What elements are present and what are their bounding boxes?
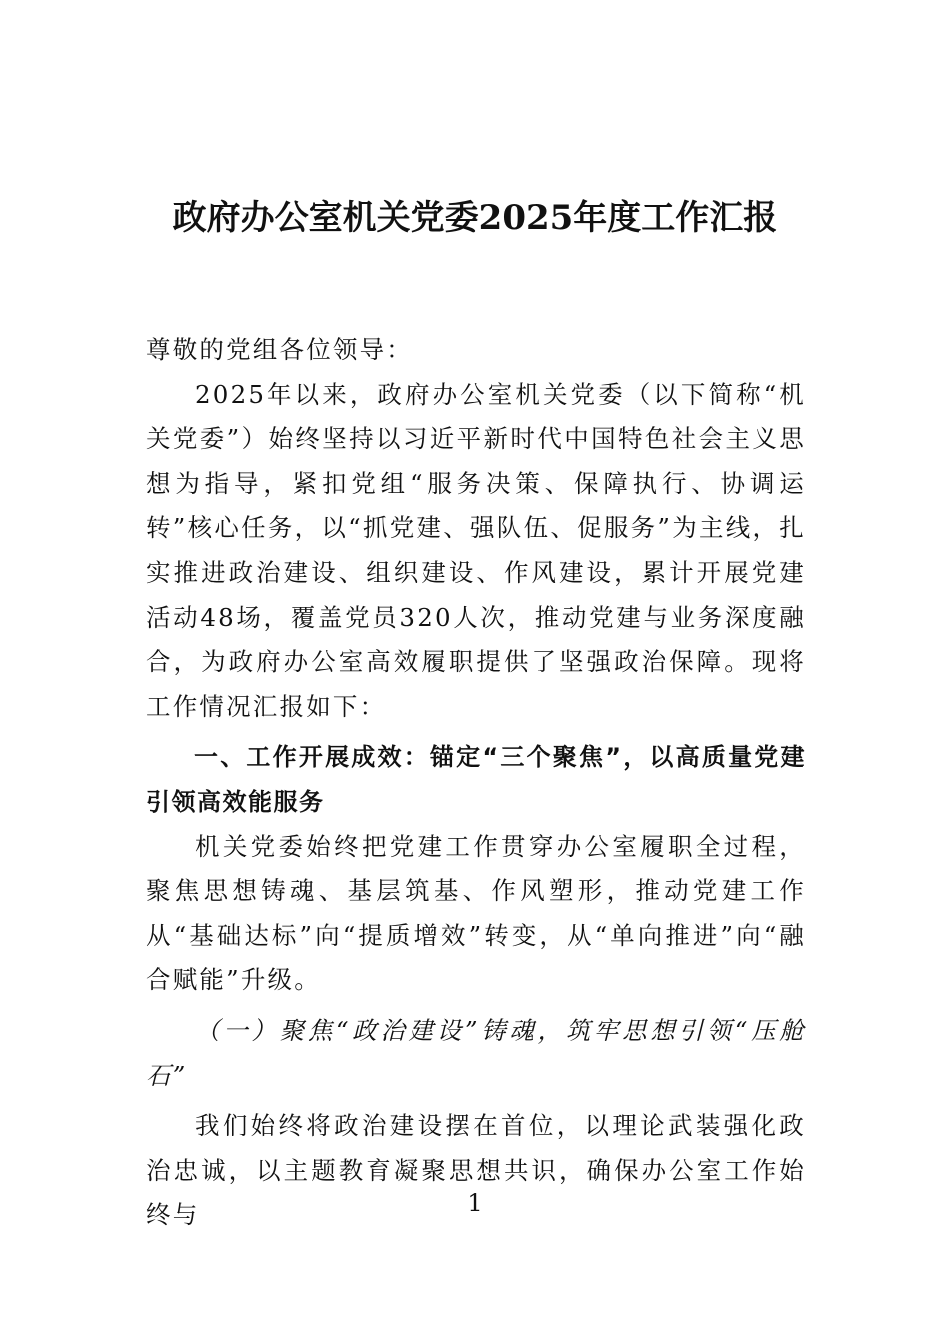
- subsection-heading-1: （一）聚焦“政治建设”铸魂，筑牢思想引领“压舱石”: [146, 1015, 806, 1090]
- document-title: 政府办公室机关党委2025年度工作汇报: [172, 198, 778, 238]
- document-body: [146, 328, 806, 1238]
- page-number: 1: [467, 1189, 483, 1217]
- salutation: 尊敬的党组各位领导：: [146, 335, 413, 364]
- section-heading-1: 一、工作开展成效：锚定“三个聚焦”，以高质量党建引领高效能服务: [146, 743, 806, 816]
- section-1-paragraph: 机关党委始终把党建工作贯穿办公室履职全过程，聚焦思想铸魂、基层筑基、作风塑形，推动党建工作从“基础达标”向“提质增效”转变，从“单向推进”向“融合赋能”升级。: [146, 831, 806, 995]
- intro-paragraph: 2025年以来，政府办公室机关党委（以下简称“机关党委”）始终坚持以习近平新时代中国特色社会主义思想为指导，紧扣党组“服务决策、保障执行、协调运转”核心任务，以“抓党建、强队伍、促服务”为主线，扎实推进政治建设、组织建设、作风建设，累计开展党建活动48场，覆盖党员320人次，推动党建与业务深度融合，为政府办公室高效履职提供了坚强政治保障。现将工作情况汇报如下：: [146, 379, 806, 721]
- subsection-1-paragraph: 我们始终将政治建设摆在首位，以理论武装强化政治忠诚，以主题教育凝聚思想共识，确保办公室工作始终与: [146, 1111, 806, 1230]
